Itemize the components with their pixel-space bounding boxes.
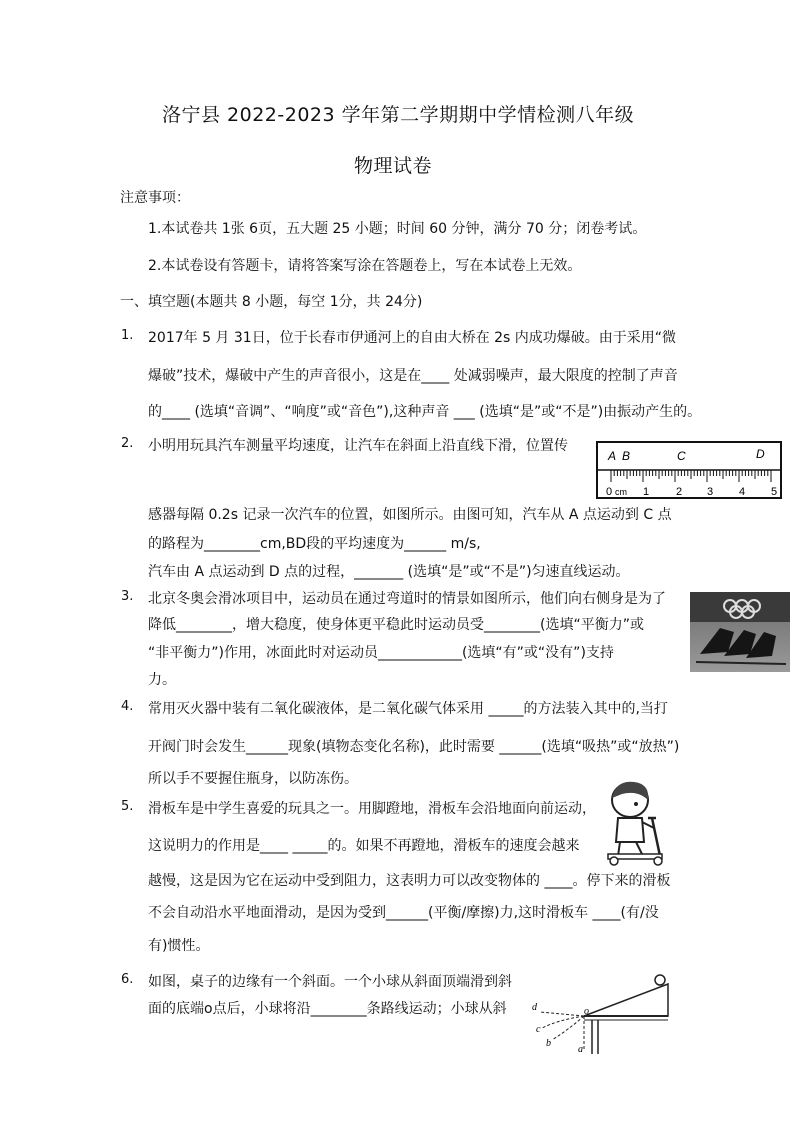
ruler-tick-label: cm	[615, 487, 627, 497]
question-line: 力。	[148, 672, 176, 688]
skating-photo	[690, 592, 790, 672]
fig6-label-b: b	[546, 1038, 551, 1049]
scooter-illustration	[598, 778, 670, 866]
ruler-tick-label: 4	[739, 486, 746, 498]
question-line: 不会自动沿水平地面滑动，是因为受到______(平衡/摩擦)力,这时滑板车 ____(有/没	[148, 905, 659, 921]
question-line: 北京冬奥会滑冰项目中，运动员在通过弯道时的情景如图所示，他们向右侧身是为了	[148, 591, 666, 607]
fig6-label-a: a	[578, 1044, 583, 1054]
question-line: 降低________，增大稳度，使身体更平稳此时运动员受________(选填“平衡力”或	[148, 617, 644, 633]
ruler-figure	[595, 440, 785, 502]
question-number: 3.	[121, 589, 134, 604]
question-line: 所以手不要握住瓶身，以防冻伤。	[148, 771, 358, 787]
incline-figure	[528, 970, 678, 1054]
question-line: 越慢，这是因为它在运动中受到阻力，这表明力可以改变物体的 ____。停下来的滑板	[148, 873, 671, 889]
notice-item: 2.本试卷设有答题卡，请将答案写涂在答题卷上，写在本试卷上无效。	[148, 258, 582, 274]
question-line: 的路程为________cm,BD段的平均速度为______ m/s,	[148, 536, 481, 552]
question-line: 面的底端o点后，小球将沿________条路线运动；小球从斜	[148, 1001, 507, 1017]
question-line: 这说明力的作用是____ _____的。如果不再蹬地，滑板车的速度会越来	[148, 838, 580, 854]
page-subtitle: 物理试卷	[354, 155, 433, 177]
ruler-tick-label: 2	[676, 486, 683, 498]
question-line: 开阀门时会发生______现象(填物态变化名称)，此时需要 ______(选填“吸热”或“放热”)	[148, 739, 680, 755]
ruler-tick-label: 3	[707, 486, 714, 498]
question-line: 常用灭火器中装有二氧化碳液体，是二氧化碳气体采用 _____的方法装入其中的,当打	[148, 701, 668, 717]
ruler-letter-d: D	[756, 447, 765, 461]
question-line: 2017年 5 月 31日，位于长春市伊通河上的自由大桥在 2s 内成功爆破。由于采用“微	[148, 330, 677, 346]
fig6-label-c: c	[536, 1024, 541, 1035]
ruler-letter-b: B	[622, 449, 631, 463]
question-number: 5.	[121, 799, 134, 814]
question-number: 6.	[121, 972, 134, 987]
question-line: 汽车由 A 点运动到 D 点的过程，_______ (选填“是”或“不是”)匀速直线运动。	[148, 564, 630, 580]
question-line: 小明用玩具汽车测量平均速度，让汽车在斜面上沿直线下滑，位置传	[148, 438, 568, 454]
notice-heading: 注意事项：	[120, 190, 190, 206]
question-line: “非平衡力”)作用，冰面此时对运动员____________(选填“有”或“没有”)支持	[148, 645, 614, 661]
question-line: 滑板车是中学生喜爱的玩具之一。用脚蹬地，滑板车会沿地面向前运动，	[148, 801, 596, 817]
fig6-label-d: d	[532, 1002, 537, 1013]
fig6-label-o: o	[584, 1006, 589, 1017]
question-line: 爆破”技术，爆破中产生的声音很小，这是在____ 处减弱噪声，最大限度的控制了声音	[148, 368, 678, 384]
section-heading: 一、填空题(本题共 8 小题，每空 1分，共 24分)	[120, 294, 423, 310]
question-line: 感器每隔 0.2s 记录一次汽车的位置，如图所示。由图可知，汽车从 A 点运动到 C 点	[148, 507, 672, 523]
ruler-tick-label: 5	[771, 486, 778, 498]
ruler-tick-label: 1	[643, 486, 650, 498]
ruler-tick-label: 0	[606, 486, 613, 498]
ruler-letter-c: C	[677, 449, 686, 463]
question-number: 2.	[121, 436, 134, 451]
ruler-letter-a: A	[608, 449, 617, 463]
question-number: 1.	[121, 328, 134, 343]
page-title: 洛宁县 2022-2023 学年第二学期期中学情检测八年级	[162, 104, 635, 126]
question-line: 有)惯性。	[148, 938, 210, 954]
question-line: 如图，桌子的边缘有一个斜面。一个小球从斜面顶端滑到斜	[148, 974, 512, 990]
question-number: 4.	[121, 699, 134, 714]
question-line: 的____ (选填“音调”、“响度”或“音色”),这种声音 ___ (选填“是”或“不是”)由振动产生的。	[148, 404, 702, 420]
notice-item: 1.本试卷共 1张 6页，五大题 25 小题；时间 60 分钟，满分 70 分；闭卷考试。	[148, 221, 647, 237]
